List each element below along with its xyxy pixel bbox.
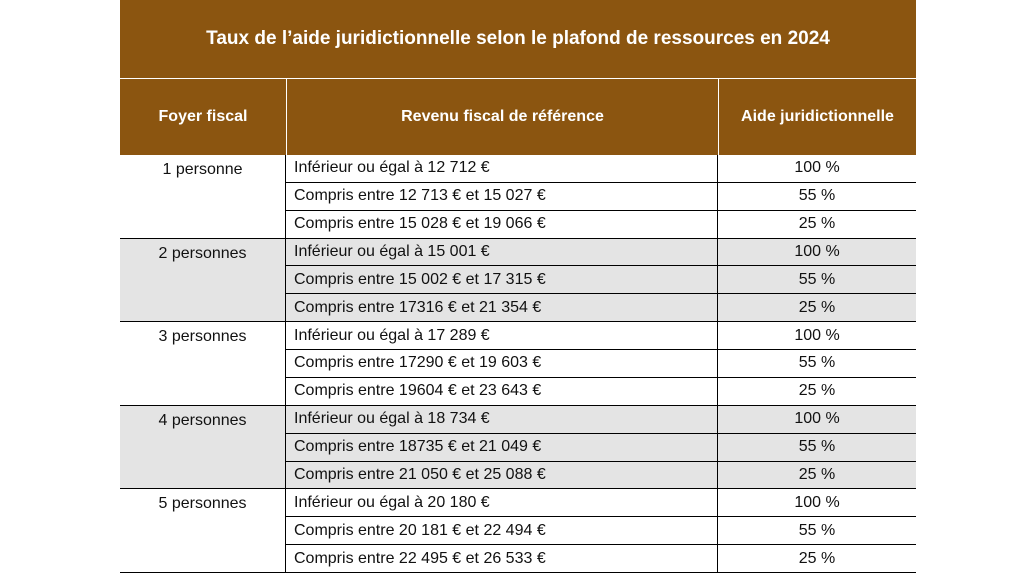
aid-cell: 25 %	[798, 549, 836, 567]
aid-cell: 100 %	[794, 493, 840, 511]
household-label: 2 personnes	[120, 239, 286, 322]
aid-cell: 100 %	[794, 410, 840, 428]
table-row	[286, 322, 916, 350]
income-cell: Inférieur ou égal à 15 001 €	[286, 239, 718, 266]
income-cell: Compris entre 17290 € et 19 603 €	[286, 350, 718, 377]
header-aid: Aide juridictionnelle	[718, 79, 916, 155]
income-cell: Compris entre 15 028 € et 19 066 €	[286, 211, 718, 238]
aid-cell: 55 %	[798, 438, 836, 456]
aid-cell: 25 %	[798, 298, 836, 316]
household-group	[120, 155, 916, 239]
household-label: 3 personnes	[120, 322, 286, 405]
household-group	[120, 489, 916, 573]
income-cell: Compris entre 15 002 € et 17 315 €	[286, 266, 718, 293]
household-label: 5 personnes	[120, 489, 286, 572]
table-row	[286, 378, 916, 405]
income-cell: Compris entre 19604 € et 23 643 €	[286, 378, 718, 405]
table-body	[120, 155, 916, 573]
table-header-row	[120, 79, 916, 155]
aid-cell: 100 %	[794, 159, 840, 177]
table-row	[286, 155, 916, 183]
household-label: 4 personnes	[120, 406, 286, 489]
table-row	[286, 406, 916, 434]
table-row	[286, 294, 916, 321]
table-row	[286, 211, 916, 238]
aid-cell: 55 %	[798, 270, 836, 288]
aid-table	[120, 0, 916, 576]
table-row	[286, 239, 916, 267]
table-row	[286, 434, 916, 462]
header-income: Revenu fiscal de référence	[286, 79, 718, 155]
income-cell: Compris entre 18735 € et 21 049 €	[286, 434, 718, 461]
table-row	[286, 350, 916, 378]
table-row	[286, 517, 916, 545]
household-group	[120, 322, 916, 406]
income-cell: Inférieur ou égal à 18 734 €	[286, 406, 718, 433]
income-cell: Compris entre 21 050 € et 25 088 €	[286, 462, 718, 489]
table-row	[286, 489, 916, 517]
income-cell: Inférieur ou égal à 20 180 €	[286, 489, 718, 516]
table-row	[286, 545, 916, 572]
aid-cell: 55 %	[798, 354, 836, 372]
income-cell: Inférieur ou égal à 17 289 €	[286, 322, 718, 349]
household-group	[120, 239, 916, 323]
income-cell: Compris entre 20 181 € et 22 494 €	[286, 517, 718, 544]
aid-cell: 100 %	[794, 326, 840, 344]
household-group	[120, 406, 916, 490]
table-row	[286, 462, 916, 489]
table-row	[286, 266, 916, 294]
aid-cell: 100 %	[794, 243, 840, 261]
aid-cell: 55 %	[798, 521, 836, 539]
aid-cell: 25 %	[798, 465, 836, 483]
income-cell: Compris entre 17316 € et 21 354 €	[286, 294, 718, 321]
household-label: 1 personne	[120, 155, 286, 238]
table-row	[286, 183, 916, 211]
aid-cell: 55 %	[798, 187, 836, 205]
table-title: Taux de l’aide juridictionnelle selon le plafond de ressources en 2024	[120, 0, 916, 78]
income-cell: Compris entre 12 713 € et 15 027 €	[286, 183, 718, 210]
income-cell: Compris entre 22 495 € et 26 533 €	[286, 545, 718, 572]
income-cell: Inférieur ou égal à 12 712 €	[286, 155, 718, 182]
aid-cell: 25 %	[798, 382, 836, 400]
aid-cell: 25 %	[798, 215, 836, 233]
header-household: Foyer fiscal	[158, 108, 248, 125]
